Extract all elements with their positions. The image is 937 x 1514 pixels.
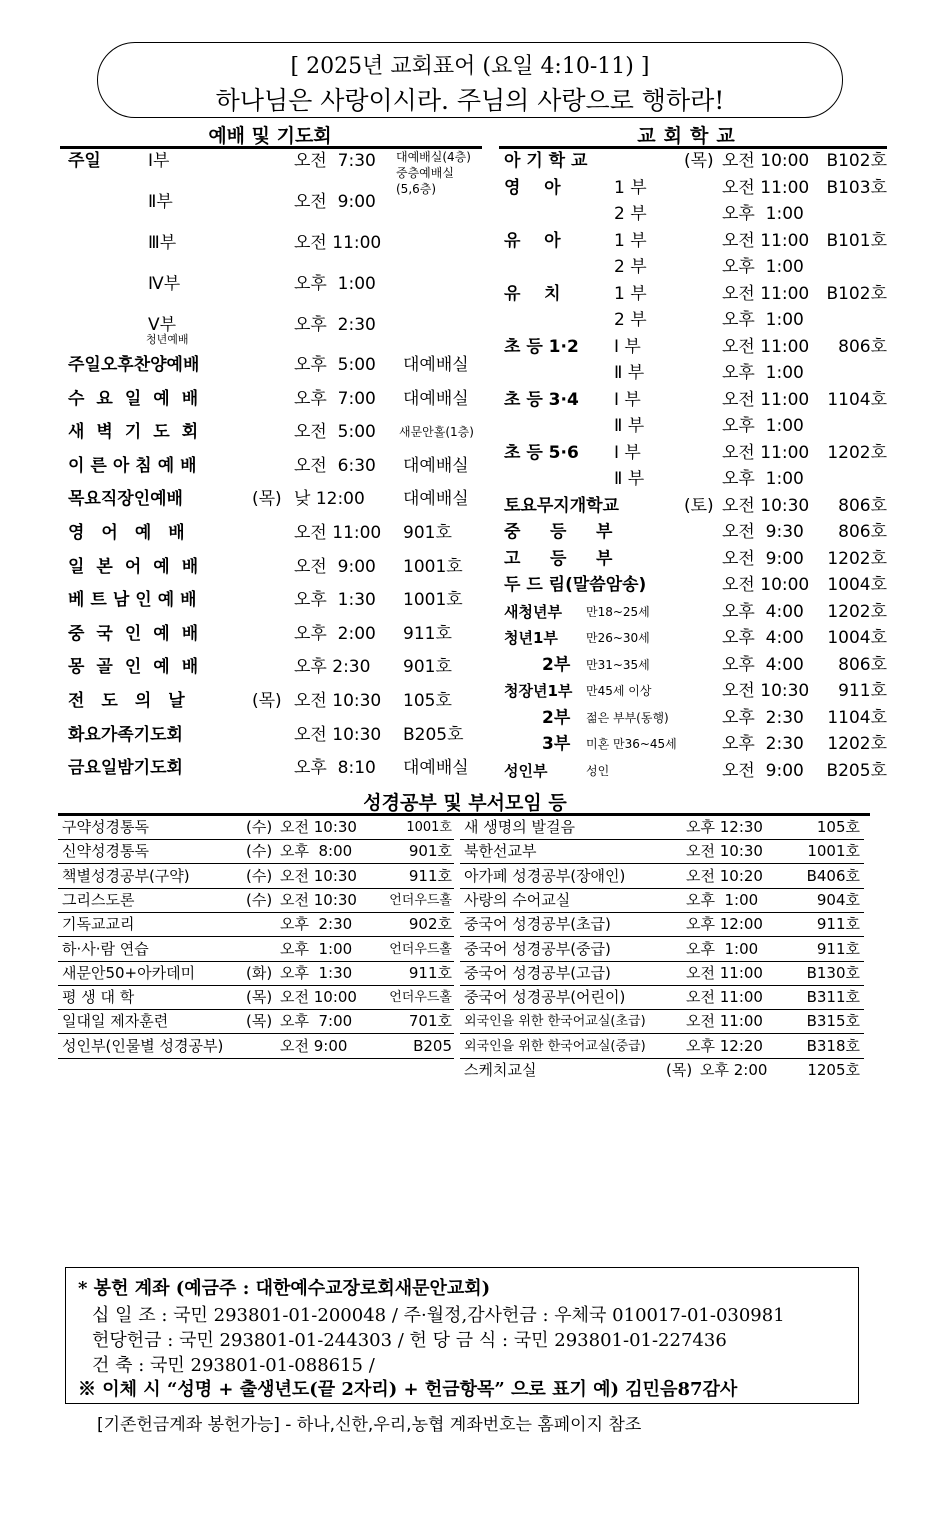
study-room: 1001호 — [807, 842, 860, 860]
school-dept: 토요무지개학교 — [504, 496, 619, 516]
school-row — [504, 252, 889, 282]
school-time: 오전 9:30 — [722, 522, 804, 542]
service-place: 1001호 — [403, 590, 463, 610]
study-left-row — [58, 840, 454, 864]
school-time: 오후 1:00 — [722, 469, 804, 489]
sunday-part: Ⅳ부 — [148, 274, 181, 294]
study-room: 언더우드홀 — [389, 990, 452, 1005]
study-room: 911호 — [816, 940, 860, 958]
offering-heading: * 봉헌 계좌 (예금주 : 대한예수교장로회새문안교회) — [78, 1278, 491, 1299]
study-day: (수) — [246, 818, 273, 836]
school-row — [504, 676, 889, 706]
motto-line-1: [ 2025년 교회표어 (요일 4:10-11) ] — [290, 54, 650, 79]
school-dept: 3부 — [542, 734, 571, 754]
school-row — [504, 623, 889, 653]
service-time: 오후 8:10 — [294, 758, 376, 778]
school-dept: 중 등 부 — [504, 522, 613, 542]
school-room: 1104호 — [827, 708, 887, 728]
service-row — [68, 753, 478, 783]
school-dept: 성인부 — [504, 762, 548, 780]
study-name: 사랑의 수어교실 — [464, 891, 571, 909]
school-dept: 고 등 부 — [504, 549, 613, 569]
school-time: 오전 10:30 — [722, 681, 810, 701]
school-time: 오전 11:00 — [722, 337, 810, 357]
study-time: 오후 2:30 — [280, 915, 353, 933]
school-dept: 2부 — [542, 655, 571, 675]
service-row — [68, 484, 478, 514]
motto-line-2: 하나님은 사랑이시라. 주님의 사랑으로 행하라! — [215, 86, 725, 115]
study-time: 오후 12:30 — [686, 818, 763, 836]
school-day: (토) — [684, 496, 714, 516]
school-room: 911호 — [838, 681, 887, 701]
school-room: B103호 — [826, 178, 887, 198]
school-room: 806호 — [838, 496, 887, 516]
school-note: 만18~25세 — [586, 605, 650, 619]
school-time: 오전 11:00 — [722, 178, 810, 198]
study-time: 오전 11:00 — [686, 988, 763, 1006]
school-time: 오전 11:00 — [722, 390, 810, 410]
study-room: B406호 — [806, 867, 860, 885]
study-right-row — [460, 816, 864, 840]
study-room: 언더우드홀 — [389, 893, 452, 908]
offering-line-1: 십 일 조 : 국민 293801-01-200048 / 주·월정,감사헌금 : 우체국 010017-01-030981 — [92, 1305, 785, 1326]
study-name: 북한선교부 — [464, 842, 537, 860]
service-name: 주일오후찬양예배 — [68, 355, 200, 375]
school-part: Ⅱ 부 — [614, 416, 645, 436]
study-right-row — [460, 865, 864, 889]
study-left-row — [58, 816, 454, 840]
study-name: 새문안50+아카데미 — [62, 964, 196, 982]
study-right-row — [460, 840, 864, 864]
study-left-row — [58, 938, 454, 962]
service-row — [68, 350, 478, 380]
study-left-row — [58, 913, 454, 937]
school-dept: 아 기 학 교 — [504, 151, 588, 171]
school-room: 1004호 — [827, 628, 887, 648]
school-row — [504, 464, 889, 494]
service-name: 수요일예배 — [68, 389, 211, 409]
school-day: (목) — [684, 151, 714, 171]
study-name: 하·사·람 연습 — [62, 940, 149, 958]
study-room: B318호 — [806, 1037, 860, 1055]
school-dept: 두 드 림(말씀암송) — [504, 575, 647, 595]
study-name: 일대일 제자훈련 — [62, 1012, 169, 1030]
school-time: 오전 10:30 — [722, 496, 810, 516]
study-time: 오전 11:00 — [686, 1012, 763, 1030]
service-row — [68, 451, 478, 481]
study-room: 901호 — [408, 842, 452, 860]
service-name: 화요가족기도회 — [68, 725, 183, 745]
study-right-row — [460, 1035, 864, 1059]
sunday-label: 주일 — [68, 151, 101, 171]
service-time: 오전 6:30 — [294, 456, 376, 476]
study-name: 성인부(인물별 성경공부) — [62, 1037, 224, 1055]
study-day: (목) — [666, 1061, 693, 1079]
service-name: 영어예배 — [68, 523, 202, 543]
service-row — [68, 552, 478, 582]
study-left-row — [58, 865, 454, 889]
school-row — [504, 358, 889, 388]
service-name: 전도의날 — [68, 691, 202, 711]
study-day: (수) — [246, 867, 273, 885]
service-time: 낮 12:00 — [294, 489, 365, 509]
study-time: 오전 10:30 — [686, 842, 763, 860]
study-name: 기독교교리 — [62, 915, 135, 933]
sunday-part: Ⅲ부 — [148, 233, 177, 253]
school-part: 1 부 — [614, 284, 647, 304]
study-day: (목) — [246, 988, 273, 1006]
study-right-row — [460, 1010, 864, 1034]
school-room: 1202호 — [827, 602, 887, 622]
study-name: 외국인을 위한 한국어교실(초급) — [464, 1014, 646, 1029]
school-time: 오후 1:00 — [722, 363, 804, 383]
study-right-row — [460, 938, 864, 962]
offering-box — [65, 1267, 859, 1404]
study-day: (수) — [246, 891, 273, 909]
study-name: 중국어 성경공부(초급) — [464, 915, 611, 933]
school-part: Ⅰ 부 — [614, 390, 641, 410]
study-left-row — [58, 962, 454, 986]
school-time: 오후 1:00 — [722, 310, 804, 330]
study-right-row — [460, 913, 864, 937]
study-day: (화) — [246, 964, 273, 982]
study-time: 오전 10:30 — [280, 891, 357, 909]
service-name: 금요일밤기도회 — [68, 758, 183, 778]
study-time: 오후 1:00 — [686, 940, 759, 958]
school-part: 1 부 — [614, 231, 647, 251]
sunday-time: 오후 2:30 — [294, 315, 376, 335]
sunday-part: Ⅴ부 — [148, 315, 177, 335]
school-row — [504, 305, 889, 335]
school-part: Ⅰ 부 — [614, 337, 641, 357]
study-name: 외국인을 위한 한국어교실(중급) — [464, 1039, 646, 1054]
school-row — [504, 146, 889, 176]
school-time: 오전 10:00 — [722, 151, 810, 171]
service-place: 1001호 — [403, 557, 463, 577]
school-time: 오전 11:00 — [722, 443, 810, 463]
study-right-row — [460, 962, 864, 986]
study-left-row — [58, 889, 454, 913]
sunday-place-2: 중층예배실 — [396, 166, 454, 180]
offering-line-2: 헌당헌금 : 국민 293801-01-244303 / 헌 당 금 식 : 국민 293801-01-227436 — [92, 1330, 727, 1351]
school-part: 1 부 — [614, 178, 647, 198]
study-name: 책별성경공부(구약) — [62, 867, 190, 885]
school-room: B102호 — [826, 284, 887, 304]
study-time: 오후 7:00 — [280, 1012, 353, 1030]
school-time: 오전 10:00 — [722, 575, 810, 595]
service-place: 901호 — [403, 523, 452, 543]
study-name: 그리스도론 — [62, 891, 135, 909]
study-time: 오후 1:00 — [686, 891, 759, 909]
study-time: 오전 10:00 — [280, 988, 357, 1006]
school-time: 오후 4:00 — [722, 628, 804, 648]
school-dept: 청년1부 — [504, 629, 558, 647]
service-row — [68, 417, 478, 447]
school-note: 미혼 만36~45세 — [586, 737, 677, 751]
study-time: 오전 10:20 — [686, 867, 763, 885]
service-row — [68, 518, 478, 548]
school-row — [504, 517, 889, 547]
study-time: 오전 11:00 — [686, 964, 763, 982]
study-room: 902호 — [408, 915, 452, 933]
service-name: 중국인예배 — [68, 624, 211, 644]
study-time: 오전 9:00 — [280, 1037, 348, 1055]
school-part: 2 부 — [614, 310, 647, 330]
school-row — [504, 199, 889, 229]
school-part: 2 부 — [614, 204, 647, 224]
study-room: B311호 — [806, 988, 860, 1006]
school-time: 오후 1:00 — [722, 416, 804, 436]
school-part: 2 부 — [614, 257, 647, 277]
school-row — [504, 570, 889, 600]
service-time: 오전 9:00 — [294, 557, 376, 577]
service-place: 대예배실 — [403, 758, 469, 778]
service-row — [68, 686, 478, 716]
school-part: Ⅱ 부 — [614, 363, 645, 383]
service-time: 오후 2:00 — [294, 624, 376, 644]
study-time: 오후 8:00 — [280, 842, 353, 860]
school-note: 젊은 부부(동행) — [586, 711, 669, 725]
sunday-part: Ⅰ부 — [148, 151, 170, 171]
study-right-row — [460, 889, 864, 913]
study-name: 중국어 성경공부(중급) — [464, 940, 611, 958]
school-room: 1202호 — [827, 549, 887, 569]
school-dept: 청장년1부 — [504, 682, 573, 700]
study-name: 중국어 성경공부(어린이) — [464, 988, 626, 1006]
study-room: 105호 — [816, 818, 860, 836]
school-dept: 영 아 — [504, 178, 561, 198]
sunday-part-row — [68, 310, 478, 340]
study-name: 신약성경통독 — [62, 842, 149, 860]
worship-title: 예배 및 기도회 — [208, 125, 332, 147]
school-dept: 유 치 — [504, 284, 561, 304]
school-room: 806호 — [838, 337, 887, 357]
sunday-part-row — [68, 228, 478, 258]
school-dept: 유 아 — [504, 231, 561, 251]
school-dept: 초 등 3·4 — [504, 390, 579, 410]
service-place: B205호 — [403, 725, 464, 745]
service-name: 목요직장인예배 — [68, 489, 183, 509]
study-time: 오후 12:00 — [686, 915, 763, 933]
service-row — [68, 619, 478, 649]
sunday-place: 대예배실(4층) — [396, 150, 471, 164]
school-time: 오후 2:30 — [722, 708, 804, 728]
service-row — [68, 585, 478, 615]
study-right-row — [460, 986, 864, 1010]
service-time: 오전 10:30 — [294, 725, 382, 745]
school-room: 806호 — [838, 655, 887, 675]
service-row — [68, 652, 478, 682]
school-dept: 초 등 1·2 — [504, 337, 579, 357]
study-left-row — [58, 986, 454, 1010]
study-right-row — [460, 1059, 864, 1082]
study-room: 언더우드홀 — [389, 942, 452, 957]
service-place: 새문안홀(1층) — [399, 425, 474, 439]
school-time: 오후 1:00 — [722, 257, 804, 277]
service-name: 몽골인예배 — [68, 657, 211, 677]
service-time: 오후 2:30 — [294, 657, 371, 677]
service-row — [68, 720, 478, 750]
school-dept: 초 등 5·6 — [504, 443, 579, 463]
study-time: 오전 10:30 — [280, 818, 357, 836]
service-name: 새벽기도회 — [68, 422, 211, 442]
service-place: 911호 — [403, 624, 452, 644]
school-part: Ⅱ 부 — [614, 469, 645, 489]
service-place: 105호 — [403, 691, 452, 711]
school-title: 교회학교 — [637, 125, 743, 147]
study-left-row — [58, 1035, 454, 1059]
study-name: 구약성경통독 — [62, 818, 149, 836]
study-name: 아가페 성경공부(장애인) — [464, 867, 626, 885]
service-time: 오전 11:00 — [294, 523, 382, 543]
school-time: 오전 9:00 — [722, 761, 804, 781]
service-row — [68, 384, 478, 414]
service-place: 901호 — [403, 657, 452, 677]
service-name: 이른아침예배 — [68, 456, 203, 476]
sunday-part: Ⅱ부 — [148, 192, 173, 212]
school-room: 1004호 — [827, 575, 887, 595]
service-time: 오후 5:00 — [294, 355, 376, 375]
school-time: 오후 4:00 — [722, 602, 804, 622]
study-room: 1205호 — [807, 1061, 860, 1079]
study-left-row — [58, 1010, 454, 1034]
study-name: 중국어 성경공부(고급) — [464, 964, 611, 982]
school-room: B102호 — [826, 151, 887, 171]
school-row — [504, 411, 889, 441]
school-room: 1202호 — [827, 443, 887, 463]
study-room: 904호 — [816, 891, 860, 909]
study-room: B205 — [413, 1037, 452, 1055]
sunday-time: 오전 9:00 — [294, 192, 376, 212]
school-room: 1104호 — [827, 390, 887, 410]
sunday-time: 오후 1:00 — [294, 274, 376, 294]
sunday-time: 오전 7:30 — [294, 151, 376, 171]
study-room: 911호 — [816, 915, 860, 933]
school-time: 오후 4:00 — [722, 655, 804, 675]
school-dept: 새청년부 — [504, 603, 562, 621]
study-name: 스케치교실 — [464, 1061, 537, 1079]
study-room: B315호 — [806, 1012, 860, 1030]
school-note: 만26~30세 — [586, 631, 650, 645]
school-time: 오전 9:00 — [722, 549, 804, 569]
study-day: (목) — [246, 1012, 273, 1030]
study-day: (수) — [246, 842, 273, 860]
study-title: 성경공부 및 부서모임 등 — [363, 792, 567, 814]
school-dept: 2부 — [542, 708, 571, 728]
study-time: 오전 10:30 — [280, 867, 357, 885]
school-room: 806호 — [838, 522, 887, 542]
school-note: 만31~35세 — [586, 658, 650, 672]
study-name: 새 생명의 발걸음 — [464, 818, 575, 836]
study-room: 701호 — [408, 1012, 452, 1030]
service-name: 일본어예배 — [68, 557, 211, 577]
school-time: 오전 11:00 — [722, 231, 810, 251]
study-time: 오후 1:30 — [280, 964, 353, 982]
service-day: (목) — [252, 691, 282, 711]
school-time: 오후 2:30 — [722, 734, 804, 754]
service-place: 대예배실 — [403, 355, 469, 375]
offering-line-3: 건 축 : 국민 293801-01-088615 / — [92, 1355, 375, 1376]
study-time: 오후 12:20 — [686, 1037, 763, 1055]
motto-box — [97, 42, 843, 118]
study-room: 911호 — [408, 867, 452, 885]
service-time: 오전 10:30 — [294, 691, 382, 711]
school-room: B101호 — [826, 231, 887, 251]
sunday-part-row — [68, 269, 478, 299]
study-room: 911호 — [408, 964, 452, 982]
offering-line-4: ※ 이체 시 “성명 + 출생년도(끝 2자리) + 헌금항목” 으로 표기 예) 김민음87감사 — [78, 1379, 738, 1400]
sunday-place-3: (5,6층) — [396, 182, 437, 196]
service-time: 오전 5:00 — [294, 422, 376, 442]
school-time: 오후 1:00 — [722, 204, 804, 224]
sunday-sub: 청년예배 — [146, 333, 189, 346]
school-room: B205호 — [826, 761, 887, 781]
service-place: 대예배실 — [403, 489, 469, 509]
school-note: 성인 — [586, 764, 610, 778]
service-name: 베트남인예배 — [68, 590, 203, 610]
sunday-time: 오전 11:00 — [294, 233, 382, 253]
school-row — [504, 729, 889, 759]
offering-note: [기존헌금계좌 봉헌가능] - 하나,신한,우리,농협 계좌번호는 홈페이지 참조 — [97, 1415, 642, 1435]
school-time: 오전 11:00 — [722, 284, 810, 304]
study-time: 오후 2:00 — [700, 1061, 768, 1079]
service-day: (목) — [252, 489, 282, 509]
study-name: 평 생 대 학 — [62, 988, 135, 1006]
study-room: B130호 — [806, 964, 860, 982]
service-place: 대예배실 — [403, 456, 469, 476]
service-time: 오후 7:00 — [294, 389, 376, 409]
school-part: Ⅰ 부 — [614, 443, 641, 463]
school-note: 만45세 이상 — [586, 684, 652, 698]
service-place: 대예배실 — [403, 389, 469, 409]
school-room: 1202호 — [827, 734, 887, 754]
study-room: 1001호 — [406, 820, 452, 835]
school-row — [504, 756, 889, 786]
study-time: 오후 1:00 — [280, 940, 353, 958]
service-time: 오후 1:30 — [294, 590, 376, 610]
